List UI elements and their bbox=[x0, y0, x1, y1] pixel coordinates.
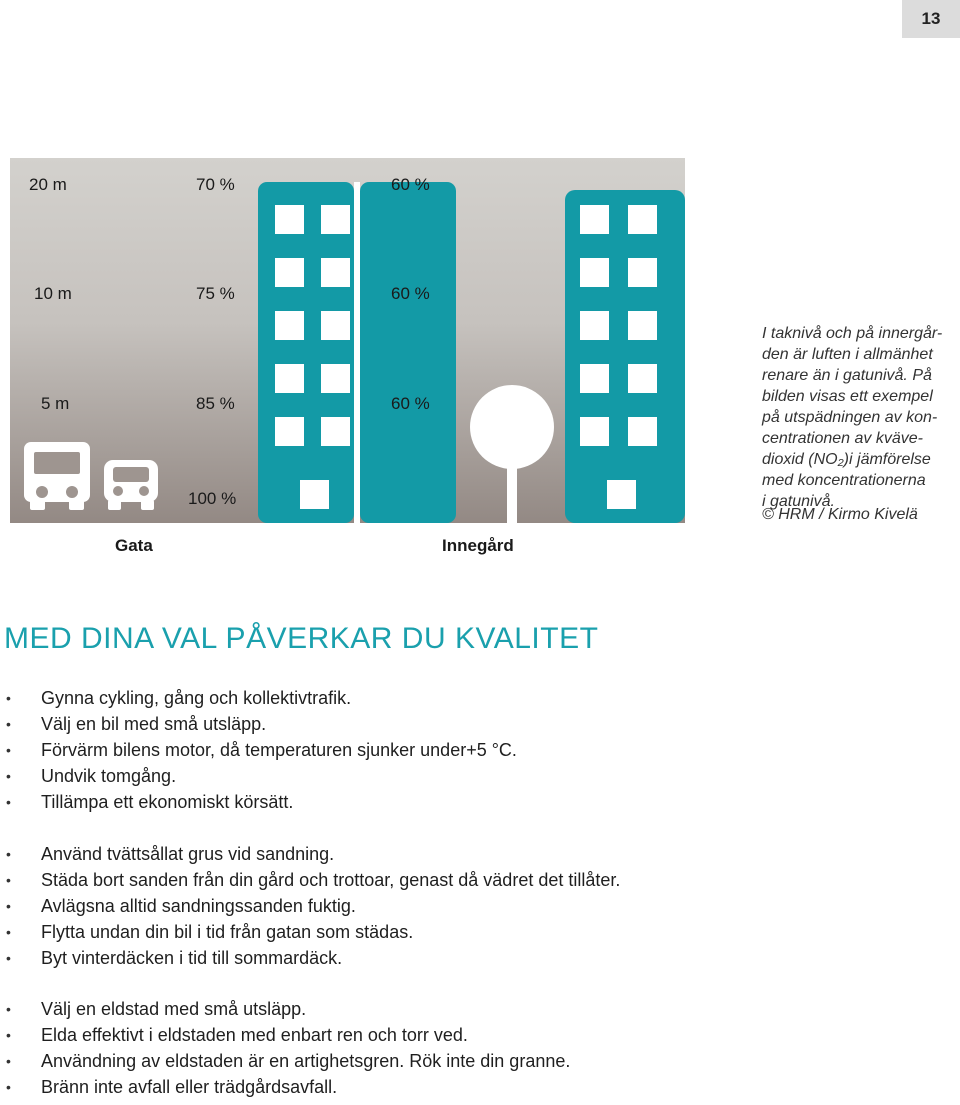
list-item-text: Elda effektivt i eldstaden med enbart ren och torr ved. bbox=[41, 1025, 468, 1045]
caption-line: centrationen av kväve- bbox=[762, 430, 923, 447]
bullet-icon: • bbox=[6, 846, 11, 862]
list-item bbox=[0, 919, 620, 945]
list-item-text: Förvärm bilens motor, då temperaturen sjunker under+5 °C. bbox=[41, 740, 517, 760]
height-label-5m: 5 m bbox=[41, 394, 70, 413]
bullet-icon: • bbox=[6, 1079, 11, 1095]
courtyard-percent-20m: 60 % bbox=[391, 175, 430, 194]
bullet-icon: • bbox=[6, 872, 11, 888]
list-item bbox=[0, 1048, 570, 1074]
list-item-text: Använd tvättsållat grus vid sandning. bbox=[41, 844, 335, 864]
caption-line: i gatunivå. bbox=[762, 493, 835, 510]
bullet-icon: • bbox=[6, 690, 11, 706]
bullet-icon: • bbox=[6, 1053, 11, 1069]
list-item-text: Välj en eldstad med små utsläpp. bbox=[41, 999, 307, 1019]
list-item-text: Flytta undan din bil i tid från gatan som städas. bbox=[41, 922, 414, 942]
list-item bbox=[0, 893, 620, 919]
list-item bbox=[0, 841, 620, 867]
bullet-icon: • bbox=[6, 898, 11, 914]
bullet-icon: • bbox=[6, 924, 11, 940]
bullet-icon: • bbox=[6, 794, 11, 810]
list-item-text: Användning av eldstaden är en artighetsgren. Rök inte din granne. bbox=[41, 1051, 571, 1071]
building-right bbox=[565, 190, 685, 523]
street-percent-5m: 85 % bbox=[196, 394, 235, 413]
photo-credit: © HRM / Kirmo Kivelä bbox=[762, 506, 918, 523]
height-label-10m: 10 m bbox=[34, 284, 72, 303]
caption-line: dioxid (NO₂)i jämförelse bbox=[762, 451, 931, 468]
bullet-icon: • bbox=[6, 950, 11, 966]
list-item-text: Byt vinterdäcken i tid till sommardäck. bbox=[41, 948, 343, 968]
caption-line: på utspädningen av kon- bbox=[762, 409, 938, 426]
courtyard-percent-5m: 60 % bbox=[391, 394, 430, 413]
bullet-icon: • bbox=[6, 1001, 11, 1017]
list-item-text: Välj en bil med små utsläpp. bbox=[41, 714, 267, 734]
truck-icon bbox=[24, 442, 90, 510]
figure-caption bbox=[762, 323, 960, 512]
street-percent-10m: 75 % bbox=[196, 284, 235, 303]
list-item-text: Avlägsna alltid sandningssanden fuktig. bbox=[41, 896, 356, 916]
list-item-text: Tillämpa ett ekonomiskt körsätt. bbox=[41, 792, 294, 812]
list-item bbox=[0, 867, 620, 893]
courtyard-label: Innegård bbox=[442, 536, 514, 555]
building-left bbox=[258, 182, 456, 523]
street-percent-20m: 70 % bbox=[196, 175, 235, 194]
fireplace-tips-list bbox=[0, 996, 570, 1100]
caption-line: I taknivå och på innergår- bbox=[762, 325, 943, 342]
street-label: Gata bbox=[115, 536, 153, 555]
list-item bbox=[0, 996, 570, 1022]
bullet-icon: • bbox=[6, 768, 11, 784]
list-item-text: Gynna cykling, gång och kollektivtrafik. bbox=[41, 688, 352, 708]
list-item bbox=[0, 789, 517, 815]
list-item bbox=[0, 945, 620, 971]
sanding-tips-list bbox=[0, 841, 620, 971]
caption-line: bilden visas ett exempel bbox=[762, 388, 933, 405]
list-item-text: Städa bort sanden från din gård och trottoar, genast då vädret det tillåter. bbox=[41, 870, 621, 890]
page-number: 13 bbox=[902, 0, 960, 38]
list-item bbox=[0, 711, 517, 737]
list-item bbox=[0, 763, 517, 789]
bullet-icon: • bbox=[6, 716, 11, 732]
list-item bbox=[0, 685, 517, 711]
list-item bbox=[0, 1022, 570, 1048]
list-item bbox=[0, 737, 517, 763]
caption-line: den är luften i allmänhet bbox=[762, 346, 933, 363]
caption-line: med koncentrationerna bbox=[762, 472, 926, 489]
caption-line: renare än i gatunivå. På bbox=[762, 367, 932, 384]
traffic-tips-list bbox=[0, 685, 517, 815]
bullet-icon: • bbox=[6, 1027, 11, 1043]
courtyard-percent-10m: 60 % bbox=[391, 284, 430, 303]
list-item-text: Undvik tomgång. bbox=[41, 766, 177, 786]
list-item bbox=[0, 1074, 570, 1100]
list-item-text: Bränn inte avfall eller trädgårdsavfall. bbox=[41, 1077, 338, 1097]
height-label-20m: 20 m bbox=[29, 175, 67, 194]
bullet-icon: • bbox=[6, 742, 11, 758]
section-heading: MED DINA VAL PÅVERKAR DU KVALITET bbox=[4, 622, 599, 655]
street-percent-ground: 100 % bbox=[188, 489, 237, 508]
